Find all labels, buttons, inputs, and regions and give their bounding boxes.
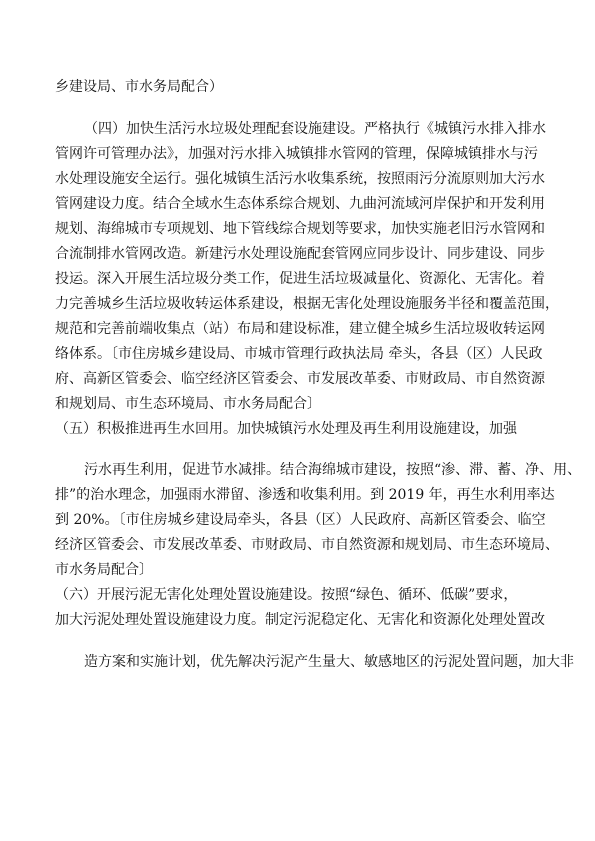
text-line: 管网建设力度。结合全域水生态体系综合规划、九曲河流域河岸保护和开发利用 — [55, 196, 545, 212]
text-line: （五）积极推进再生水回用。加快城镇污水处理及再生利用设施建设，加强 — [55, 421, 517, 437]
paragraph-heading-line: 污水再生利用，促进节水减排。结合海绵城市建设，按照“渗、滞、蓄、净、用、 — [84, 462, 582, 478]
text-line: 经济区管委会、市发展改革委、市财政局、市自然资源和规划局、市生态环境局、 — [55, 537, 559, 553]
text-line: 府、高新区管委会、临空经济区管委会、市发展改革委、市财政局、市自然资源 — [55, 371, 545, 387]
text-line: 到 20%。〔市住房城乡建设局牵头，各县（区）人民政府、高新区管委会、临空 — [55, 512, 546, 528]
text-line: 力完善城乡生活垃圾收转运体系建设，根据无害化处理设施服务半径和覆盖范围， — [55, 296, 559, 312]
text-line: 和规划局、市生态环境局、市水务局配合〕 — [55, 396, 321, 412]
text-line: 合流制排水管网改造。新建污水处理设施配套管网应同步设计、同步建设、同步 — [55, 246, 545, 262]
paragraph-heading-line: 造方案和实施计划，优先解决污泥产生量大、敏感地区的污泥处置问题，加大非 — [84, 654, 574, 670]
text-line: 水处理设施安全运行。强化城镇生活污水收集系统，按照雨污分流原则加大污水 — [55, 171, 545, 187]
text-line: 投运。深入开展生活垃圾分类工作，促进生活垃圾减量化、资源化、无害化。着 — [55, 271, 545, 287]
text-line: 排”的治水理念，加强雨水滞留、渗透和收集利用。到 2019 年，再生水利用率达 — [55, 487, 555, 503]
text-line: 规范和完善前端收集点（站）布局和建设标准，建立健全城乡生活垃圾收转运网 — [55, 321, 545, 337]
text-line: 乡建设局、市水务局配合） — [55, 79, 223, 95]
text-line: 市水务局配合〕 — [55, 562, 153, 578]
text-line: 规划、海绵城市专项规划、地下管线综合规划等要求，加快实施老旧污水管网和 — [55, 221, 545, 237]
text-line: 管网许可管理办法》，加强对污水排入城镇排水管网的管理，保障城镇排水与污 — [55, 146, 538, 162]
text-line: 络体系。〔市住房城乡建设局、市城市管理行政执法局 牵头，各县（区）人民政 — [55, 346, 543, 362]
text-line: 加大污泥处理处置设施建设力度。制定污泥稳定化、无害化和资源化处理处置改 — [55, 612, 545, 628]
text-line: （六）开展污泥无害化处理处置设施建设。按照“绿色、循环、低碳”要求， — [55, 587, 518, 603]
paragraph-heading-line: （四）加快生活污水垃圾处理配套设施建设。严格执行《城镇污水排入排水 — [84, 121, 546, 137]
